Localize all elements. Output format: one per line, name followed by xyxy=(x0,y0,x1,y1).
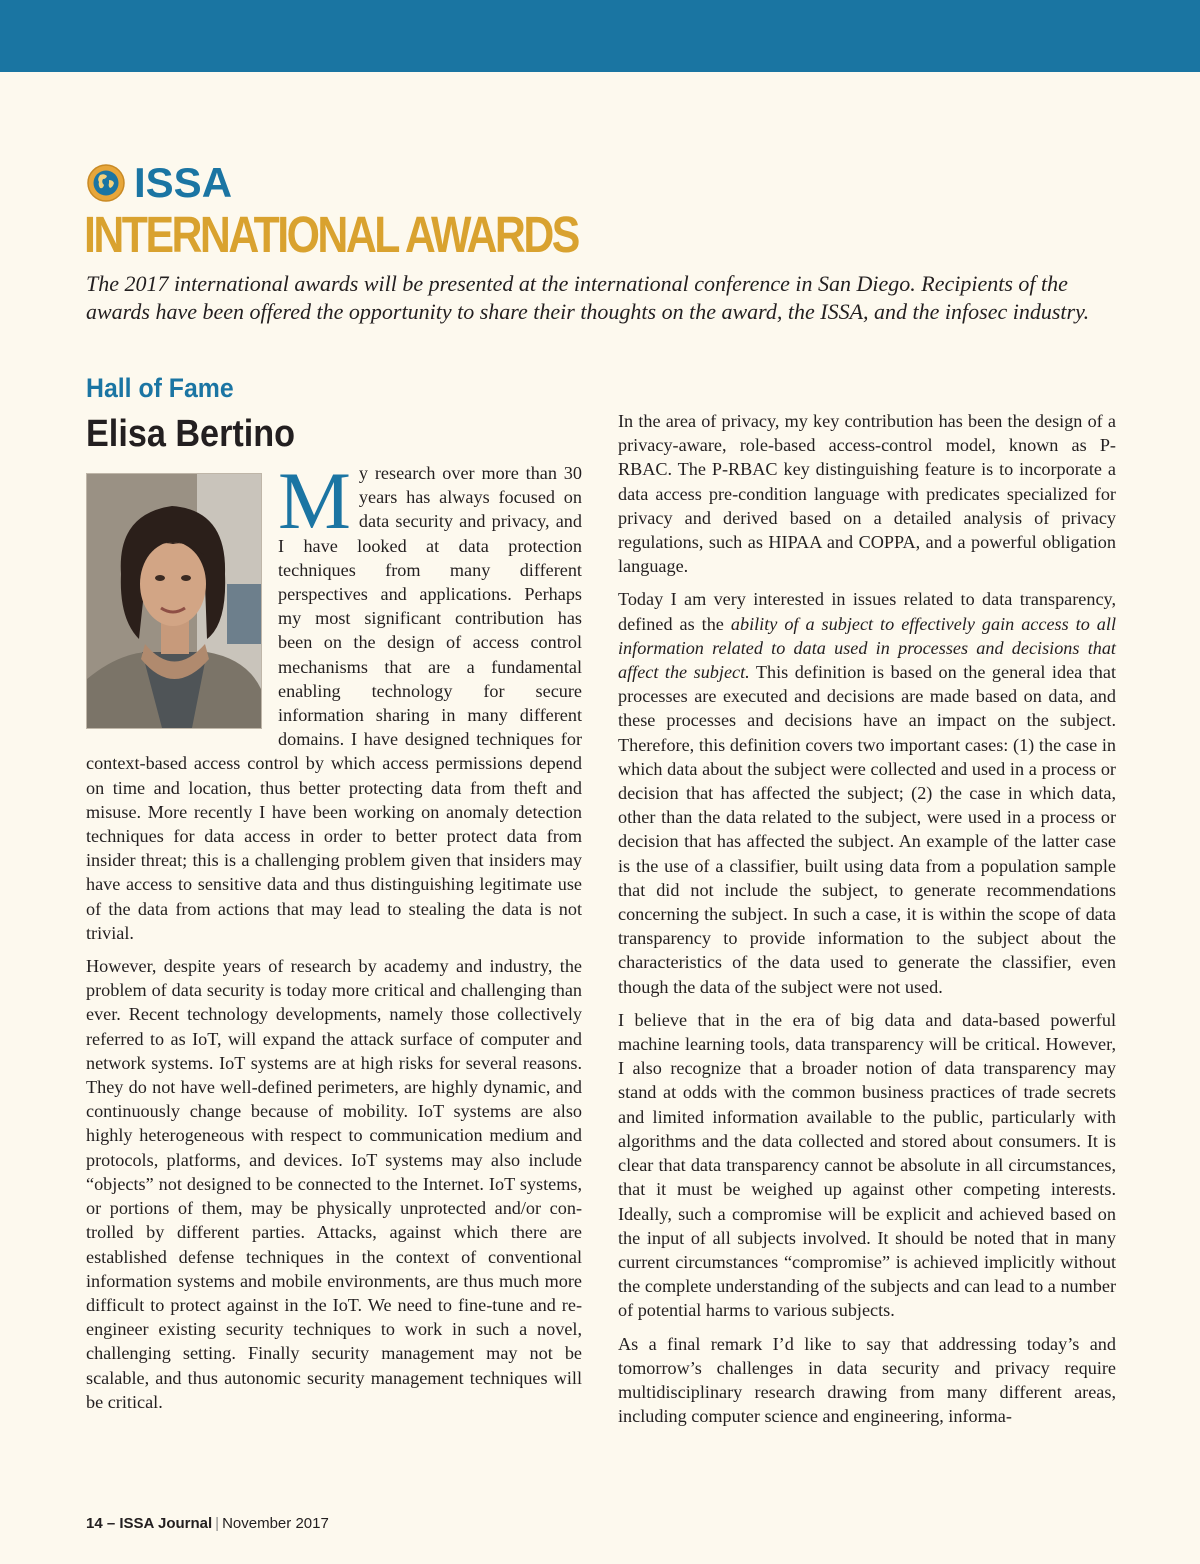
footer-separator: | xyxy=(215,1515,220,1532)
paragraph-text: This definition is based on the general idea that processes are executed and decisions are made based on data, and these processes and decisions have an impact on the subject. Therefore, this definition covers two important cases: (1) the case in which data about the subject were collected and used in a process or decision that has affected the subject; (2) the case in which data, other than the data related to the subject, were used in a process or decision that has affected the subject. An example of the latter case is the use of a classifier, built using data from a population sample that did not include the subject, to generate recommendations concerning the subject. In such a case, it is within the scope of data transparency to provide information to the subject about the characteristics of the data used to generate the classifier, even though the data of the subject were not used. xyxy=(618,662,1117,997)
paragraph: As a final remark I’d like to say that addressing today’s and tomorrow’s challenges in data security and privacy require multidisciplinary research drawing from many different areas, including computer science and engineering, informa- xyxy=(618,1333,1116,1427)
globe-icon xyxy=(86,163,126,203)
article-column-right xyxy=(618,409,1116,1437)
paragraph: y research over more than 30 years has always focused on data security and privacy, and I have looked at data protection techniques from many different perspectives and applications. Perhaps my most significant contribution has been on the design of access control mechanisms that are a fundamental enabling technology for secure information sharing in many different domains. I have designed techniques for context-based access control by which access permissions depend on time and location, thus better protecting data from theft and misuse. More recently I have been working on anomaly detection techniques for data access in order to better protect data from insider threat; this is a challenging problem given that insiders may have access to sensitive data and thus distinguishing legitimate use of the data from actions that may lead to stealing the data is not trivial. xyxy=(86,463,582,943)
issa-logo xyxy=(86,159,233,206)
paragraph-text: Today I am very interested in issues related to data transparency, defined as the xyxy=(618,589,1116,634)
article-column-left xyxy=(86,455,582,1423)
person-name: Elisa Bertino xyxy=(86,413,296,455)
paragraph: However, despite years of research by academy and industry, the problem of data security is today more critical and challenging than ever. Recent technology developments, namely those collectively referred to as IoT, will expand the attack surface of computer and network systems. IoT systems are at high risks for several reasons. They do not have well-defined perimeters, are highly dynamic, and continuously change because of mobility. IoT systems are also highly heterogeneous with respect to communication medium and protocols, platforms, and devices. IoT systems may also include “objects” not designed to be connected to the Internet. IoT systems, or portions of them, may be physically unprotected and/or controlled by different parties. Attacks, against which there are established defense techniques in the context of conventional information systems and mobile environments, are thus much more difficult to protect against in the IoT. We need to fine-tune and re-engineer existing security techniques to work in such a novel, challenging setting. Finally security management may not be scalable, and thus autonomic security management techniques will be critical. xyxy=(86,956,582,1412)
paragraph xyxy=(618,587,1116,998)
page-footer xyxy=(86,1515,329,1532)
page-title: INTERNATIONAL AWARDS xyxy=(84,206,578,263)
logo-wordmark: ISSA xyxy=(134,159,233,206)
drop-cap: M xyxy=(278,455,351,546)
emphasis-text: ability of a subject to effectively gain access to all information related to data used in processes and decisions that affect the subject. xyxy=(618,613,1116,683)
paragraph: In the area of privacy, my key contribution has been the design of a privacy-aware, role-based access-control model, known as P-RBAC. The P-RBAC key distinguishing feature is to incorporate a data access pre-condition language with predicates specialized for privacy and derived based on a detailed analysis of privacy regulations, such as HIPAA and COPPA, and a powerful obligation language. xyxy=(618,411,1116,577)
section-label: Hall of Fame xyxy=(86,373,234,403)
footer-date: November 2017 xyxy=(222,1515,329,1532)
paragraph: I believe that in the era of big data and data-based powerful machine learning tools, data transparency will be critical. However, I also recognize that a broader notion of data transparency may stand at odds with the common business practices of trade secrets and limited information available to the public, particularly with algorithms and the data collected and stored about consumers. It is clear that data transparency cannot be absolute in all circumstances, that it must be weighed up against other competing interests. Ideally, such a compromise will be explicit and achieved based on the input of all subjects involved. It should be noted that in many current circumstances “compromise” is achieved implicitly without the complete understanding of the subjects and can lead to a number of potential harms to various subjects. xyxy=(618,1009,1116,1321)
portrait-photo xyxy=(86,473,262,729)
top-color-bar xyxy=(0,0,1200,72)
intro-text: The 2017 international awards will be presented at the international conference in San Diego. Recipients of the awards have been offered the opportunity to share their thoughts on the award, the ISSA, and the infosec industry. xyxy=(86,271,1090,324)
footer-page-label: 14 – ISSA Journal xyxy=(86,1515,213,1532)
